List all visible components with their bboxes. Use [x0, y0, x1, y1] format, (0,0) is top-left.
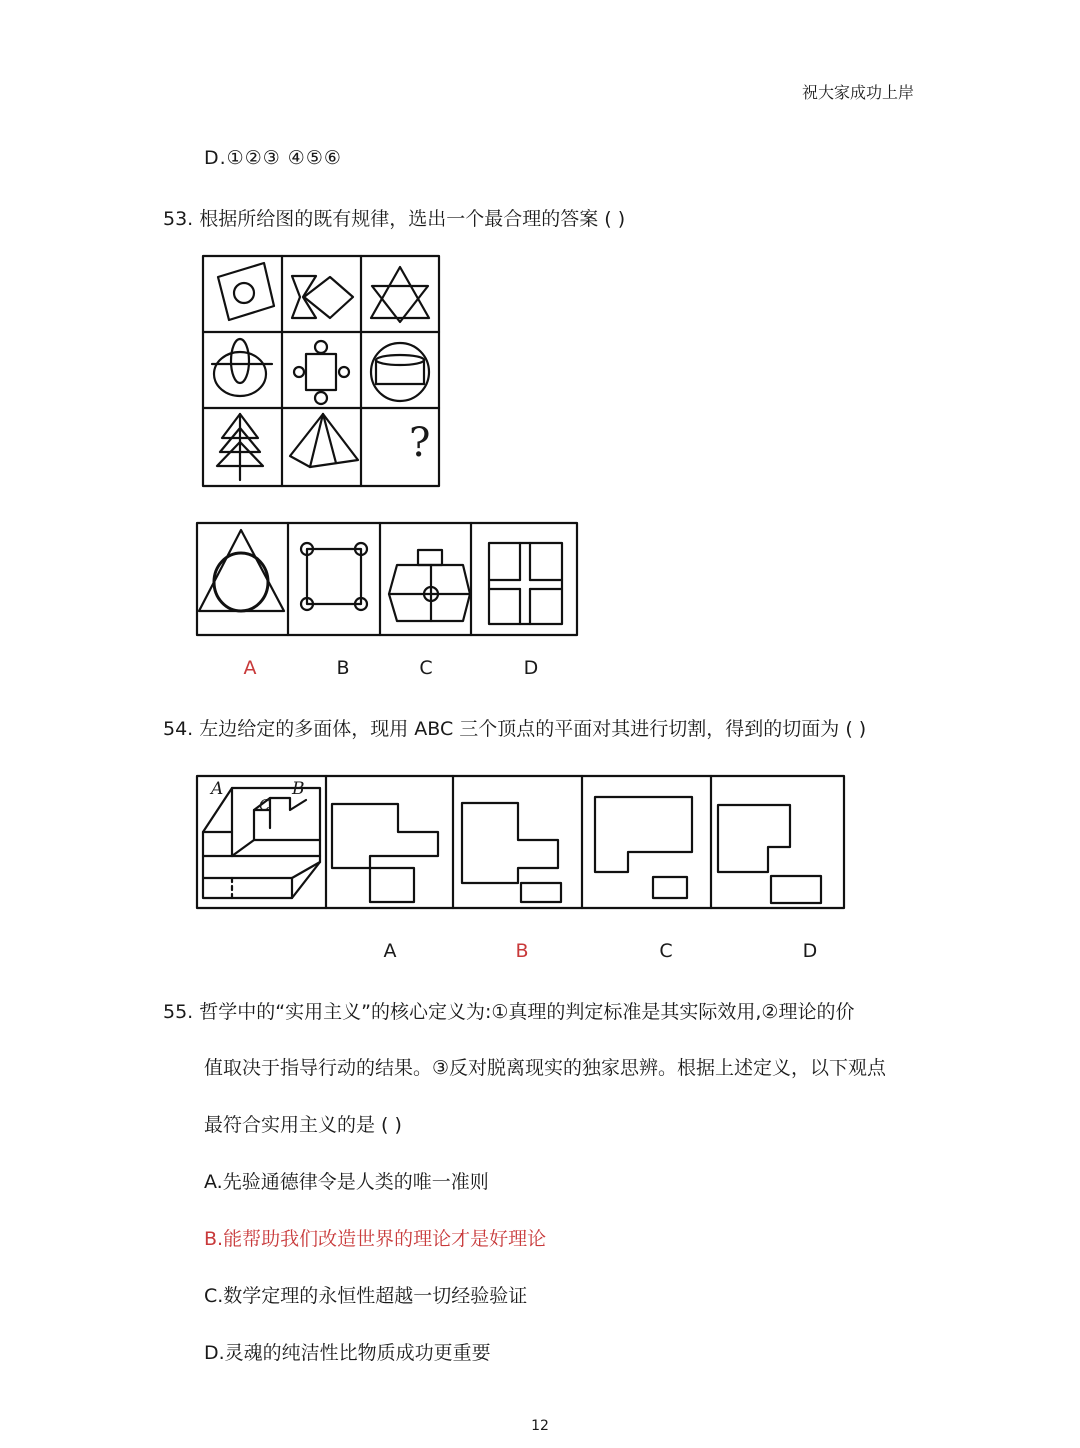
q52-option-d: D.①②③ ④⑤⑥ — [204, 147, 342, 169]
q55-stem-line-1: 55. 哲学中的“实用主义”的核心定义为:①真理的判定标准是其实际效用,②理论的价 — [163, 1001, 855, 1023]
q55-option-b: B.能帮助我们改造世界的理论才是好理论 — [204, 1228, 547, 1250]
q54-vertex-c: C — [259, 796, 271, 814]
q54-option-a-label: A — [383, 940, 397, 962]
q53-option-a-label: A — [243, 657, 257, 679]
q54-option-c-figure — [595, 797, 692, 898]
q55-option-c: C.数学定理的永恒性超越一切经验验证 — [204, 1285, 528, 1307]
q54-option-b-label: B — [515, 940, 529, 962]
q54-option-d-label: D — [802, 940, 818, 962]
q53-stem: 53. 根据所给图的既有规律，选出一个最合理的答案 ( ) — [163, 208, 626, 230]
header-slogan: 祝大家成功上岸 — [802, 83, 915, 102]
page-number: 12 — [531, 1418, 549, 1434]
q53-option-c-label: C — [419, 657, 433, 679]
q54-option-d-figure — [718, 805, 821, 903]
q54-option-c-label: C — [659, 940, 673, 962]
q54-option-a-figure — [332, 804, 438, 902]
q53-option-d-label: D — [523, 657, 539, 679]
q54-option-b-figure — [462, 803, 561, 902]
q53-option-b-label: B — [336, 657, 350, 679]
q54-vertex-b: B — [292, 779, 305, 799]
q53-question-mark: ? — [409, 420, 431, 466]
q54-vertex-a: A — [211, 779, 224, 799]
q54-stem: 54. 左边给定的多面体，现用 ABC 三个顶点的平面对其进行切割，得到的切面为 ( ) — [163, 718, 867, 740]
q55-option-d: D.灵魂的纯洁性比物质成功更重要 — [204, 1342, 491, 1364]
q55-option-a: A.先验通德律令是人类的唯一准则 — [204, 1171, 489, 1193]
q55-stem-line-2: 值取决于指导行动的结果。③反对脱离现实的独家思辨。根据上述定义，以下观点 — [204, 1057, 887, 1079]
q55-stem-line-3: 最符合实用主义的是 ( ) — [204, 1114, 402, 1136]
